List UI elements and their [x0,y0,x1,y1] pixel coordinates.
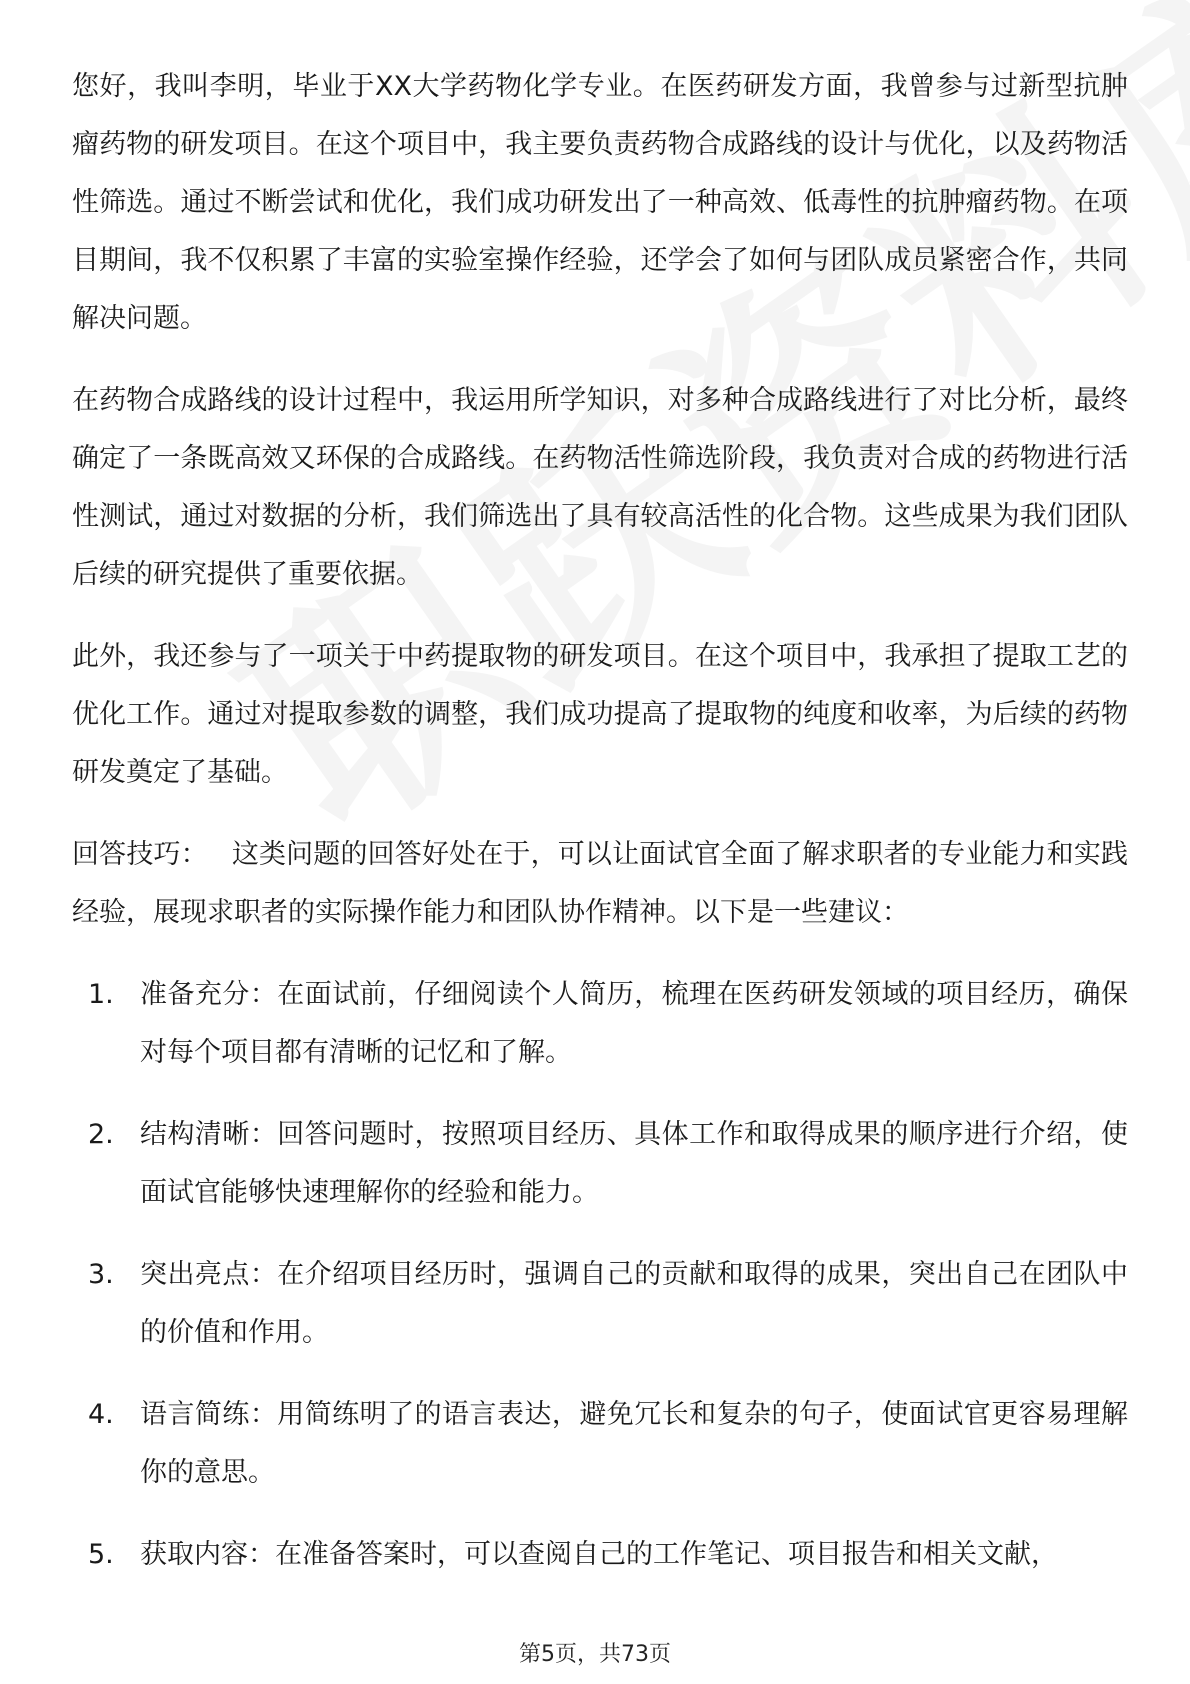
list-item-number: 3. [88,1259,114,1290]
list-item-number: 5. [88,1539,114,1570]
page-number-footer: 第5页，共73页 [519,1642,671,1667]
list-item-text: 突出亮点：在介绍项目经历时，强调自己的贡献和取得的成果，突出自己在团队中的价值和作用。 [140,1259,1128,1348]
list-item-text: 获取内容：在准备答案时，可以查阅自己的工作笔记、项目报告和相关文献， [140,1539,1058,1570]
paragraph-intro: 您好，我叫李明，毕业于XX大学药物化学专业。在医药研发方面，我曾参与过新型抗肿瘤药物的研发项目。在这个项目中，我主要负责药物合成路线的设计与优化，以及药物活性筛选。通过不断尝试和优化，我们成功研发出了一种高效、低毒性的抗肿瘤药物。在项目期间，我不仅积累了丰富的实验室操作经验，还学会了如何与团队成员紧密合作，共同解决问题。 [72,71,1128,334]
list-item-number: 1. [88,979,114,1010]
list-item-text: 准备充分：在面试前，仔细阅读个人简历，梳理在医药研发领域的项目经历，确保对每个项目都有清晰的记忆和了解。 [140,979,1128,1068]
list-item [72,1386,1128,1502]
list-item-text: 结构清晰：回答问题时，按照项目经历、具体工作和取得成果的顺序进行介绍，使面试官能够快速理解你的经验和能力。 [140,1119,1128,1208]
answer-tips-label: 回答技巧： [72,839,208,870]
answer-tips-text: 这类问题的回答好处在于，可以让面试官全面了解求职者的专业能力和实践经验，展现求职者的实际操作能力和团队协作精神。以下是一些建议： [72,839,1129,928]
paragraph-synthesis: 在药物合成路线的设计过程中，我运用所学知识，对多种合成路线进行了对比分析，最终确定了一条既高效又环保的合成路线。在药物活性筛选阶段，我负责对合成的药物进行活性测试，通过对数据的分析，我们筛选出了具有较高活性的化合物。这些成果为我们团队后续的研究提供了重要依据。 [72,385,1128,590]
list-item [72,966,1128,1082]
list-item [72,1526,1128,1584]
list-item-text: 语言简练：用简练明了的语言表达，避免冗长和复杂的句子，使面试官更容易理解你的意思。 [140,1399,1128,1488]
suggestion-list [72,966,1128,1584]
list-item [72,1106,1128,1222]
document-body [72,58,1128,1608]
list-item [72,1246,1128,1362]
list-item-number: 2. [88,1119,114,1150]
paragraph-tcm-project: 此外，我还参与了一项关于中药提取物的研发项目。在这个项目中，我承担了提取工艺的优化工作。通过对提取参数的调整，我们成功提高了提取物的纯度和收率，为后续的药物研发奠定了基础。 [72,641,1128,788]
answer-tips [72,826,1128,942]
list-item-number: 4. [88,1399,114,1430]
